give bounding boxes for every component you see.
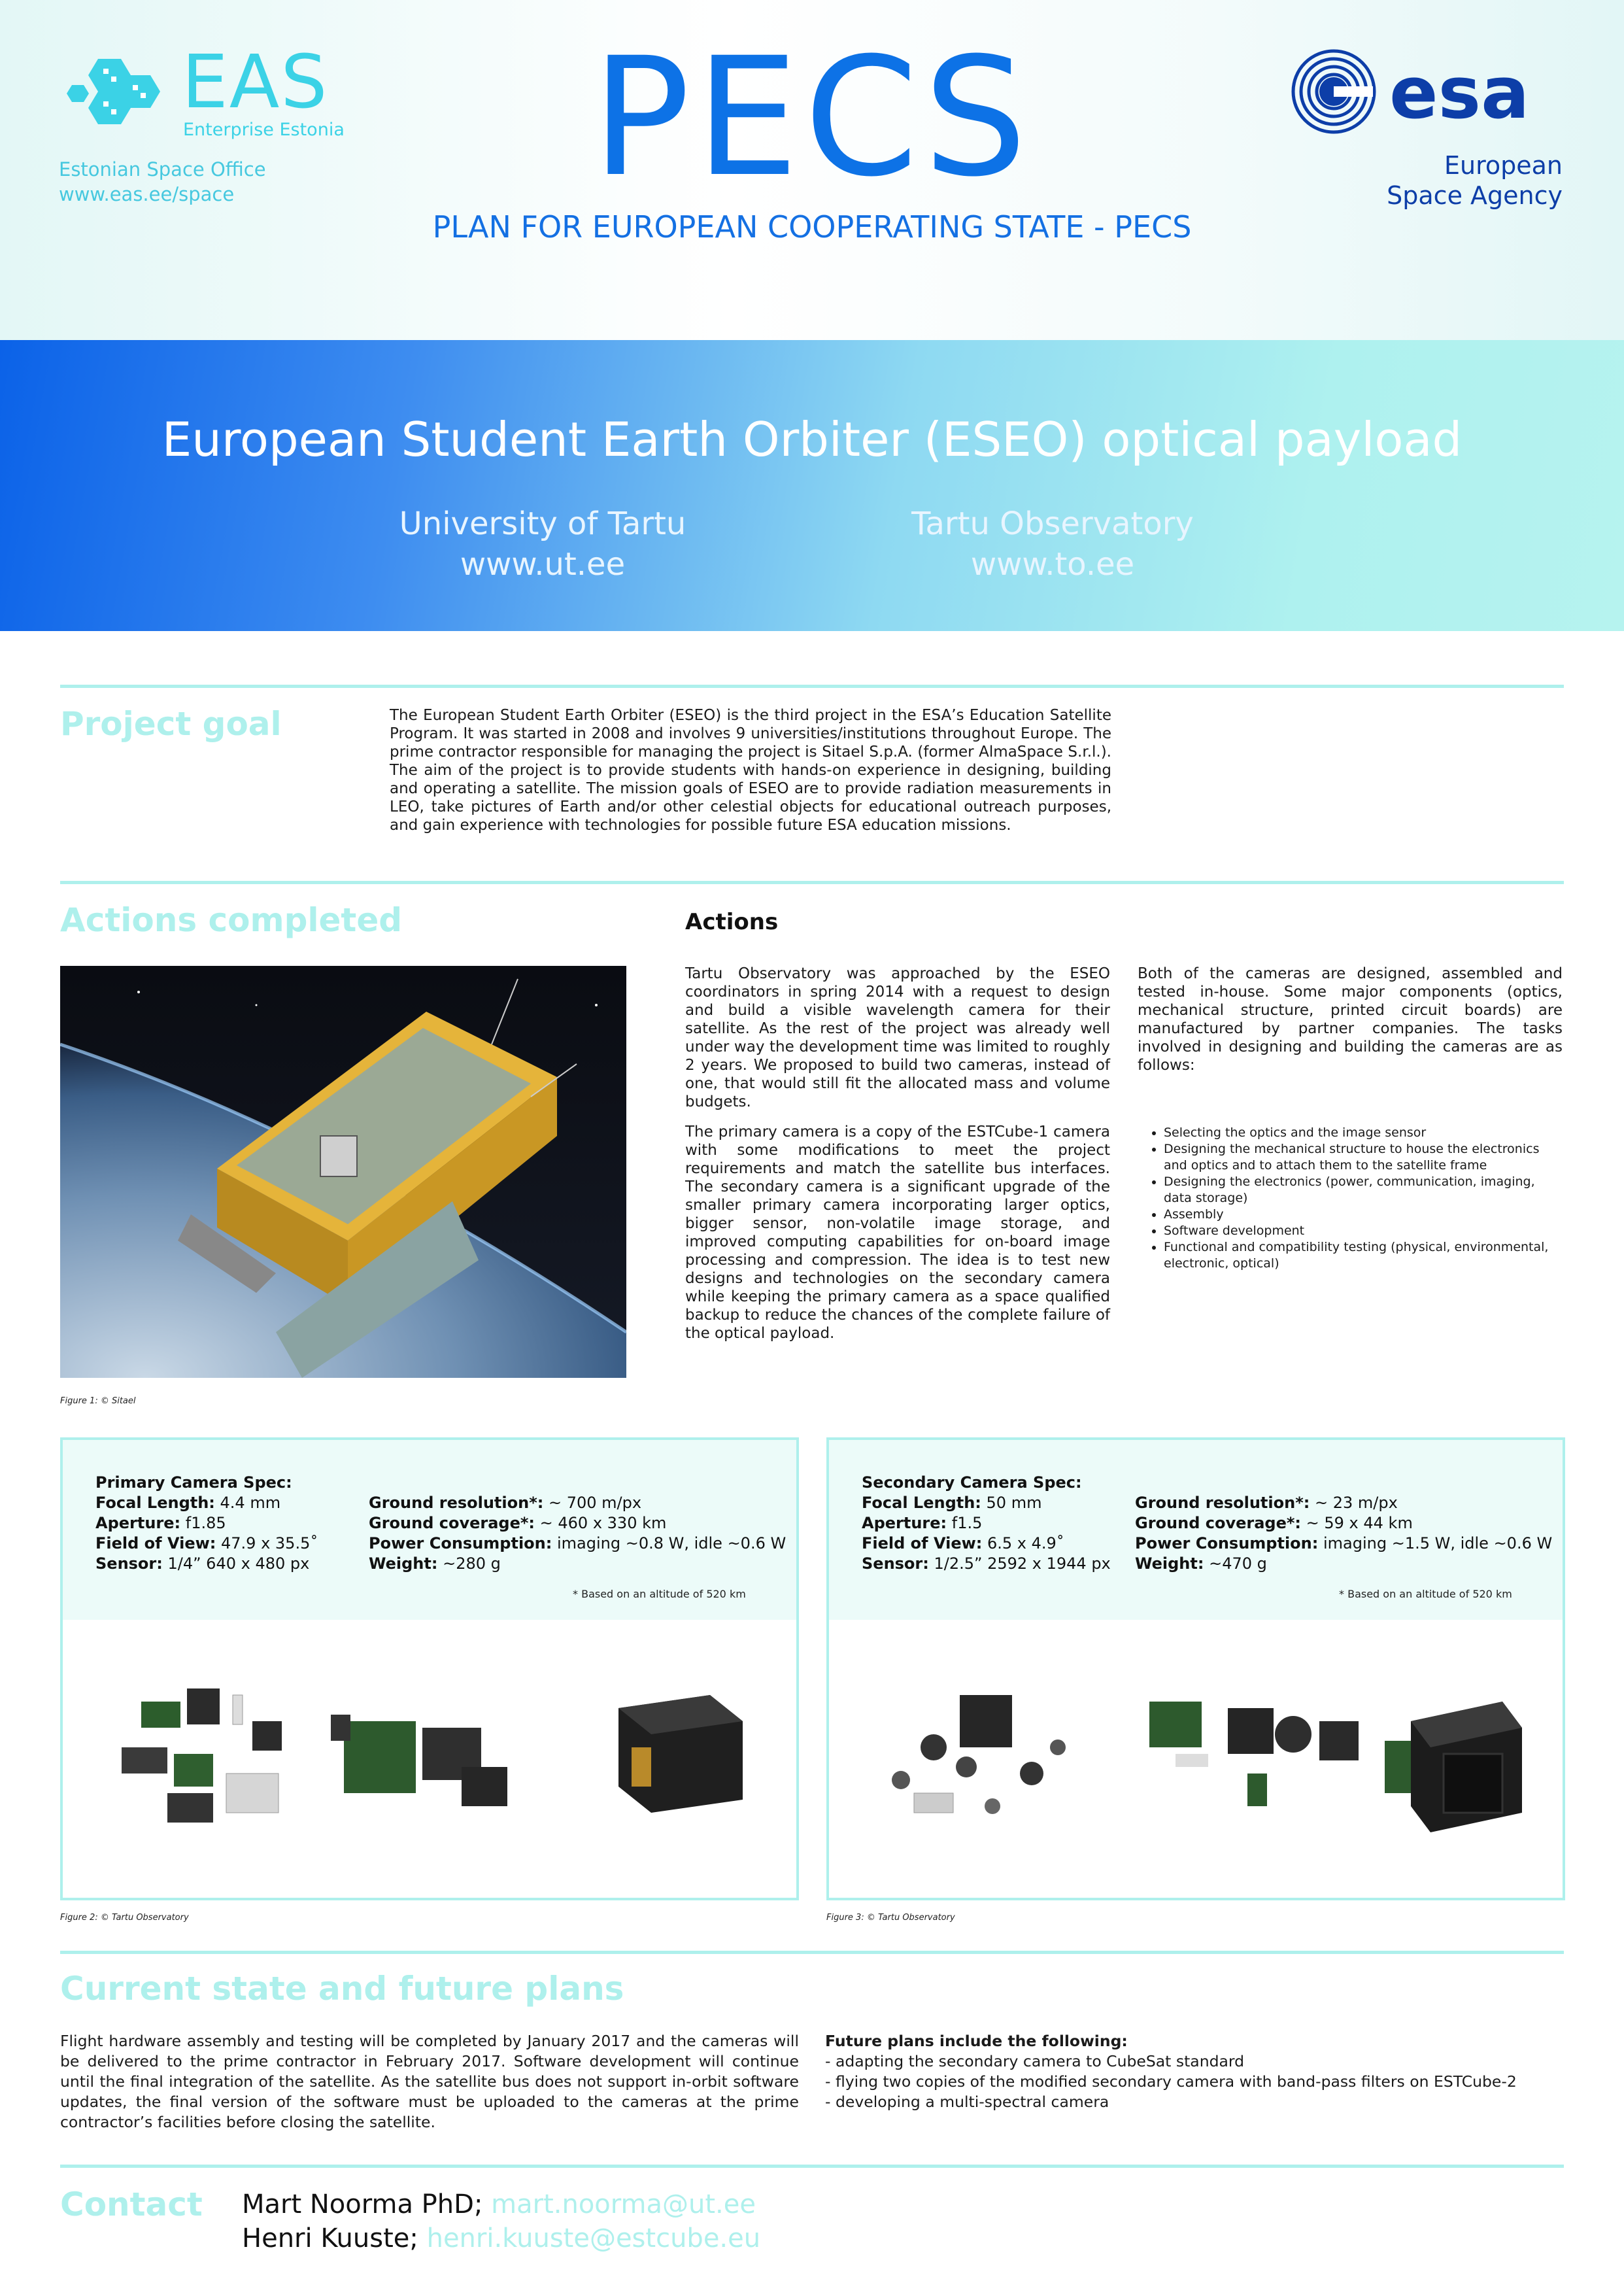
future-plan-item: - adapting the secondary camera to CubeSat standard (825, 2052, 1245, 2070)
spec-value: 1/2.5” 2592 x 1944 px (928, 1554, 1111, 1573)
project-goal-text: The European Student Earth Orbiter (ESEO) is the third project in the ESA’s Education Satellite Program. It was started in 2008 and involves 9 universities/institutions throughout Europe. The prime contractor responsible for managing the project is Sitael S.p.A. (former AlmaSpace S.r.l.). The aim of the project is to provide students with hands-on experience in designing, building and operating a satellite. The mission goals of ESEO are to provide radiation measurements in LEO, take pictures of Earth and/or other celestial objects for educational outreach purposes, and gain experience with technologies for possible future ESA education missions. (390, 707, 1111, 834)
future-plan-item: - flying two copies of the modified secondary camera with band-pass filters on ESTCube-2 (825, 2072, 1517, 2091)
task-item: • Software development (1164, 1223, 1563, 1239)
secondary-camera-box (826, 1437, 1565, 1900)
observatory-url: www.to.ee (970, 546, 1135, 583)
future-plan-item: - developing a multi-spectral camera (825, 2093, 1109, 2111)
spec-label: Sensor: (862, 1554, 929, 1573)
future-plans-title: Future plans include the following: (825, 2032, 1128, 2050)
esa-logo-text: esa (1389, 51, 1530, 135)
spec-label: Aperture: (862, 1514, 947, 1532)
eas-office-name: Estonian Space Office (59, 158, 266, 180)
assembled-board (331, 1715, 507, 1806)
primary-spec-right (369, 1493, 794, 1574)
secondary-spec-title: Secondary Camera Spec: (862, 1473, 1082, 1492)
spec-value: 6.5 x 4.9˚ (982, 1534, 1064, 1552)
spec-label: Field of View: (95, 1534, 216, 1552)
spec-value: ~470 g (1204, 1554, 1267, 1573)
esa-name-line1: European (1444, 151, 1563, 180)
title-banner (0, 340, 1624, 631)
task-item: • Designing the mechanical structure to house the electronics and optics and to attach them to the satellite frame (1164, 1141, 1563, 1174)
primary-camera-photos (95, 1675, 762, 1839)
contact-email-link[interactable]: mart.noorma@ut.ee (491, 2189, 756, 2219)
contact-list (242, 2187, 760, 2255)
future-plans (825, 2031, 1564, 2112)
esa-name-line2: Space Agency (1387, 181, 1563, 210)
poster-subtitle: PLAN FOR EUROPEAN COOPERATING STATE - PECS (432, 209, 1192, 245)
spec-value: ~ 460 x 330 km (535, 1514, 667, 1532)
spec-label: Focal Length: (862, 1494, 981, 1512)
primary-footnote: * Based on an altitude of 520 km (573, 1588, 746, 1600)
spec-value: 4.4 mm (214, 1494, 281, 1512)
spec-label: Weight: (1135, 1554, 1204, 1573)
primary-camera-box (60, 1437, 799, 1900)
task-list (1138, 1125, 1563, 1272)
spec-label: Ground resolution*: (369, 1494, 544, 1512)
section-divider (60, 881, 1564, 884)
spec-label: Power Consumption: (369, 1534, 552, 1552)
esa-name (1242, 150, 1563, 211)
section-divider (60, 1951, 1564, 1954)
section-divider (60, 2165, 1564, 2168)
contact-name: Henri Kuuste; (242, 2223, 418, 2253)
spec-label: Ground coverage*: (1135, 1514, 1302, 1532)
spec-label: Field of View: (862, 1534, 983, 1552)
figure3-caption: Figure 3: © Tartu Observatory (826, 1913, 955, 1923)
eas-subtitle: Enterprise Estonia (183, 120, 345, 140)
university-name: University of Tartu (399, 505, 686, 542)
project-title: European Student Earth Orbiter (ESEO) optical payload (161, 412, 1463, 467)
secondary-camera-photos (862, 1675, 1529, 1845)
spec-value: 1/4” 640 x 480 px (162, 1554, 310, 1573)
contact-heading: Contact (60, 2185, 203, 2223)
spec-label: Ground coverage*: (369, 1514, 535, 1532)
spec-label: Sensor: (95, 1554, 163, 1573)
current-state-heading: Current state and future plans (60, 1970, 624, 2008)
affiliation-university (379, 504, 706, 585)
current-state-text: Flight hardware assembly and testing will be completed by January 2017 and the cameras will be delivered to the prime contractor in February 2017. Software development will continue until the final integration of the satellite. As the satellite bus does not support in-orbit software updates, the final version of the software must be uploaded to the cameras at the prime contractor’s facilities before closing the satellite. (60, 2032, 799, 2131)
spec-value: 47.9 x 35.5˚ (216, 1534, 318, 1552)
figure2-caption: Figure 2: © Tartu Observatory (60, 1913, 189, 1923)
spec-label: Power Consumption: (1135, 1534, 1319, 1552)
spec-label: Aperture: (95, 1514, 181, 1532)
task-item: • Assembly (1164, 1207, 1563, 1223)
spec-value: ~ 59 x 44 km (1301, 1514, 1413, 1532)
secondary-spec-left (862, 1473, 1143, 1574)
spec-value: imaging ~1.5 W, idle ~0.6 W (1318, 1534, 1553, 1552)
actions-paragraph-3: Both of the cameras are designed, assembled and tested in-house. Some major components (optics, mechanical structure, printed circuit boards) are manufactured by partner companies. The tasks involved in designing and building the cameras are as follows: (1138, 965, 1563, 1074)
primary-spec-left (95, 1473, 377, 1574)
eas-title: EAS (182, 40, 329, 125)
spec-value: ~ 23 m/px (1310, 1494, 1398, 1512)
actions-subheading: Actions (685, 909, 779, 935)
task-item: • Designing the electronics (power, communication, imaging, data storage) (1164, 1174, 1563, 1207)
spec-value: f1.5 (947, 1514, 983, 1532)
esa-logo-icon (1288, 46, 1563, 137)
spec-value: 50 mm (981, 1494, 1042, 1512)
primary-spec-title: Primary Camera Spec: (95, 1473, 292, 1492)
secondary-footnote: * Based on an altitude of 520 km (1339, 1588, 1512, 1600)
exploded-electronics (1149, 1702, 1359, 1806)
section-divider (60, 685, 1564, 688)
camera-housing (618, 1695, 743, 1813)
affiliation-observatory (889, 504, 1216, 585)
observatory-name: Tartu Observatory (911, 505, 1194, 542)
contact-name: Mart Noorma PhD; (242, 2189, 483, 2219)
exploded-view (122, 1688, 282, 1823)
task-item: • Functional and compatibility testing (physical, environmental, electronic, optical) (1164, 1239, 1563, 1272)
contact-entry (242, 2187, 760, 2221)
contact-entry (242, 2221, 760, 2255)
university-url: www.ut.ee (460, 546, 626, 583)
spec-value: f1.85 (180, 1514, 226, 1532)
secondary-spec-right (1135, 1493, 1560, 1574)
eas-office-url: www.eas.ee/space (59, 183, 235, 205)
spec-label: Weight: (369, 1554, 438, 1573)
actions-paragraph-2: The primary camera is a copy of the ESTCube-1 camera with some modifications to meet the project requirements and match the satellite bus interfaces. The secondary camera is a significant upgrade of the smaller primary camera incorporating larger optics, bigger sensor, non-volatile image storage, and improved computing capabilities for on-board image processing and compression. The idea is to test new designs and technologies on the secondary camera while keeping the primary camera as a space qualified backup to reduce the chances of the complete failure of the optical payload. (685, 1123, 1110, 1342)
spec-value: imaging ~0.8 W, idle ~0.6 W (552, 1534, 787, 1552)
actions-paragraph-1: Tartu Observatory was approached by the ESEO coordinators in spring 2014 with a request to design and build a visible wavelength camera for their satellite. As the rest of the project was already well under way the development time was limited to roughly 2 years. We proposed to build two cameras, instead of one, that would still fit the allocated mass and volume budgets. (685, 965, 1110, 1110)
satellite-image (60, 966, 626, 1378)
spec-label: Focal Length: (95, 1494, 215, 1512)
spec-label: Ground resolution*: (1135, 1494, 1310, 1512)
poster-title: PECS (592, 22, 1032, 213)
spec-value: ~ 700 m/px (543, 1494, 642, 1512)
exploded-view (892, 1695, 1066, 1814)
project-goal-heading: Project goal (60, 705, 282, 743)
spec-value: ~280 g (437, 1554, 501, 1573)
task-item: • Selecting the optics and the image sensor (1164, 1125, 1563, 1141)
camera-housing (1385, 1702, 1522, 1832)
actions-heading: Actions completed (60, 901, 403, 939)
figure1-caption: Figure 1: © Sitael (60, 1396, 136, 1406)
contact-email-link[interactable]: henri.kuuste@estcube.eu (426, 2223, 761, 2253)
